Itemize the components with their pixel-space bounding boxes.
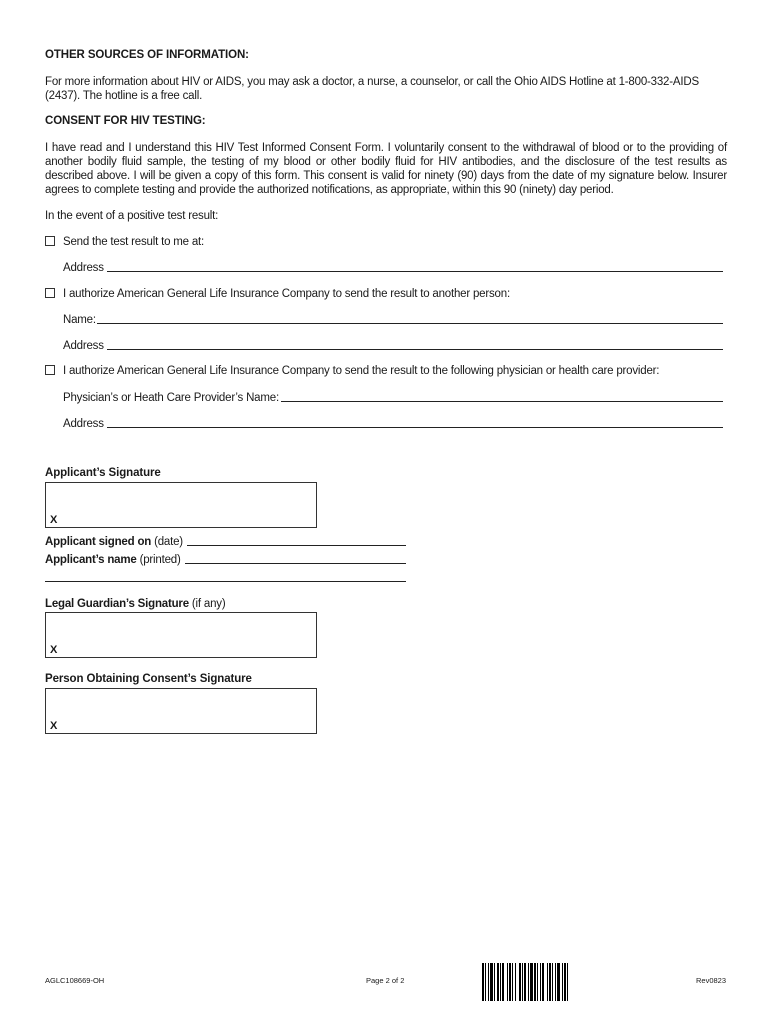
signed-on-label: Applicant signed on [45, 536, 152, 548]
another-person-checkbox[interactable] [45, 288, 55, 298]
consent-text: I have read and I understand this HIV Test Informed Consent Form. I voluntarily consent to the withdrawal of blood or to the providing of another bodily fluid sample, the testing of my blood or other bodily fluid for HIV antibodies, and the disclosure of the test results as described above. I will be given a copy of this form. This consent is valid for ninety (90) days from the date of my signature below. Insurer agrees to complete testing and provide the authorized notifications, as appropriate, within this 90 (ninety) day period. [45, 142, 727, 196]
name-field[interactable] [97, 313, 723, 324]
physician-name-label: Physician’s or Heath Care Provider’s Name: [63, 392, 279, 404]
page-number: Page 2 of 2 [366, 976, 405, 985]
guardian-x-mark: X [50, 644, 58, 656]
physician-name-field[interactable] [281, 391, 723, 402]
applicant-name-hint: (printed) [139, 554, 181, 566]
applicant-signature-box[interactable] [45, 482, 317, 528]
applicant-x-mark: X [50, 514, 58, 526]
other-sources-text: For more information about HIV or AIDS, you may ask a doctor, a nurse, a counselor, or call the Ohio AIDS Hotline at 1-800-332-AIDS (2437). The hotline is a free call. [45, 76, 699, 102]
address1-label: Address [63, 262, 104, 274]
another-person-label: I authorize American General Life Insurance Company to send the result to another person: [63, 288, 510, 300]
person-obtaining-x-mark: X [50, 720, 58, 732]
revision-code: Rev0823 [696, 976, 727, 985]
consent-heading: CONSENT FOR HIV TESTING: [45, 115, 206, 127]
signed-on-date-hint: (date) [154, 536, 183, 548]
form-code: AGLC108669-OH [45, 976, 105, 985]
name-label: Name: [63, 314, 96, 326]
address2-row [63, 339, 723, 353]
positive-result-intro: In the event of a positive test result: [45, 210, 219, 222]
address2-field[interactable] [107, 339, 723, 350]
signed-on-row [45, 535, 406, 549]
barcode-image [482, 963, 606, 1001]
applicant-name-continuation-line[interactable] [45, 573, 406, 582]
address3-row [63, 417, 723, 431]
applicant-signature-heading: Applicant’s Signature [45, 467, 161, 479]
guardian-hint: (if any) [191, 598, 226, 610]
signed-on-date-field[interactable] [187, 535, 406, 546]
applicant-name-label: Applicant’s name [45, 554, 137, 566]
guardian-signature-box[interactable] [45, 612, 317, 658]
send-to-me-checkbox[interactable] [45, 236, 55, 246]
name-row [63, 313, 723, 327]
physician-checkbox[interactable] [45, 365, 55, 375]
other-sources-heading: OTHER SOURCES OF INFORMATION: [45, 49, 249, 61]
address1-field[interactable] [107, 261, 723, 272]
send-to-me-label: Send the test result to me at: [63, 236, 205, 248]
person-obtaining-signature-box[interactable] [45, 688, 317, 734]
physician-name-row [63, 391, 723, 405]
applicant-name-row [45, 553, 406, 567]
guardian-label: Legal Guardian’s Signature [45, 598, 189, 610]
guardian-row [45, 597, 225, 611]
physician-label: I authorize American General Life Insurance Company to send the result to the following physician or health care provider: [63, 365, 660, 377]
address2-label: Address [63, 340, 104, 352]
address3-field[interactable] [107, 417, 723, 428]
address3-label: Address [63, 418, 104, 430]
person-obtaining-heading: Person Obtaining Consent’s Signature [45, 673, 252, 685]
address1-row [63, 261, 723, 275]
applicant-name-field[interactable] [185, 553, 406, 564]
